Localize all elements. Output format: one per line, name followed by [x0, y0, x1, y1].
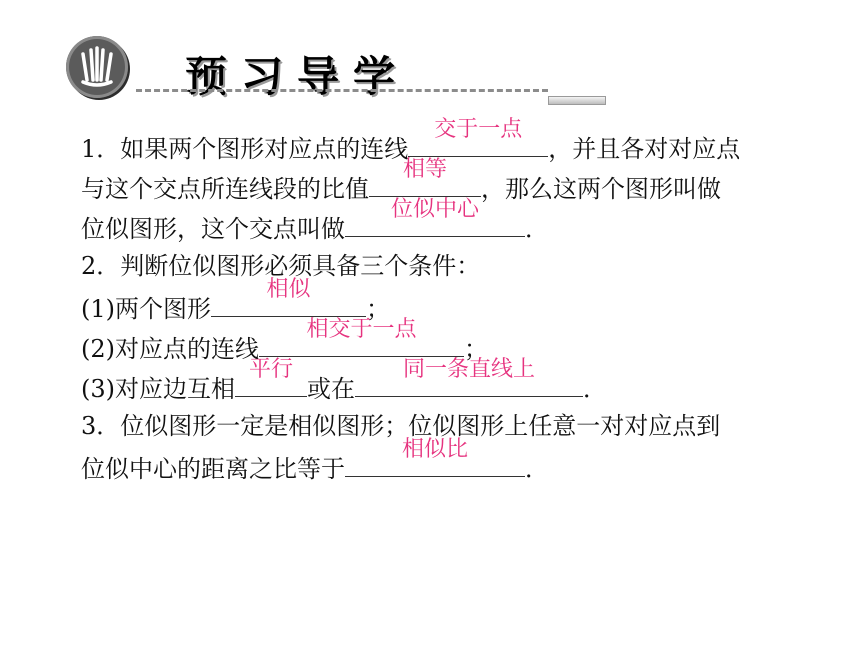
q1-line-3	[81, 197, 821, 246]
q2-c2-label: (2)对应点的连线	[81, 335, 259, 363]
q1-blank-3	[345, 197, 525, 237]
q3-blank-1	[345, 437, 525, 477]
q3-text-3: ．	[525, 455, 549, 483]
q2-line-1	[81, 246, 821, 286]
q2-c3-mid: 或在	[307, 375, 355, 403]
q1-text-5: 位似图形，这个交点叫做	[81, 215, 345, 243]
q2-blank-4	[355, 357, 583, 397]
q1-text-2: ，并且各对对应点	[548, 135, 741, 163]
header-dashed-divider	[136, 89, 548, 92]
q2-answer-3: 平行	[248, 357, 293, 382]
q1-text-1: 1．如果两个图形对应点的连线	[81, 135, 409, 163]
q2-c1-label: (1)两个图形	[81, 295, 211, 323]
q1-text-4: ，那么这两个图形叫做	[481, 175, 721, 203]
header-end-bar	[548, 96, 606, 105]
q1-text-6: ．	[525, 215, 549, 243]
q3-text-1: 3．位似图形一定是相似图形；位似图形上任意一对对应点到	[81, 412, 721, 440]
q1-answer-1: 交于一点	[434, 117, 523, 142]
q2-c1-end: ；	[366, 295, 390, 323]
q2-answer-2: 相交于一点	[306, 317, 417, 342]
q2-c3-end: ．	[583, 375, 607, 403]
q1-answer-3: 位似中心	[390, 197, 479, 222]
q2-c2-end: ；	[464, 335, 488, 363]
page-title: 预习导学	[185, 52, 410, 101]
q2-condition-3	[81, 357, 821, 406]
q2-text-1: 2．判断位似图形必须具备三个条件：	[81, 252, 481, 280]
q2-blank-3	[235, 357, 307, 397]
q1-answer-2: 相等	[402, 157, 447, 182]
q1-text-3: 与这个交点所连线段的比值	[81, 175, 369, 203]
q2-c3-label: (3)对应边互相	[81, 375, 235, 403]
q3-text-2: 位似中心的距离之比等于	[81, 455, 345, 483]
q3-line-2	[81, 437, 821, 486]
q2-blank-1	[211, 277, 366, 317]
q3-answer-1: 相似比	[401, 437, 468, 462]
q2-answer-1: 相似	[266, 277, 311, 302]
q2-answer-4: 同一条直线上	[402, 357, 535, 382]
q1-blank-1	[408, 117, 548, 157]
section-badge-icon	[66, 36, 128, 98]
q1-blank-2	[369, 157, 481, 197]
section-header	[0, 0, 860, 110]
exercise-content	[81, 117, 821, 486]
q2-blank-2	[259, 317, 464, 357]
